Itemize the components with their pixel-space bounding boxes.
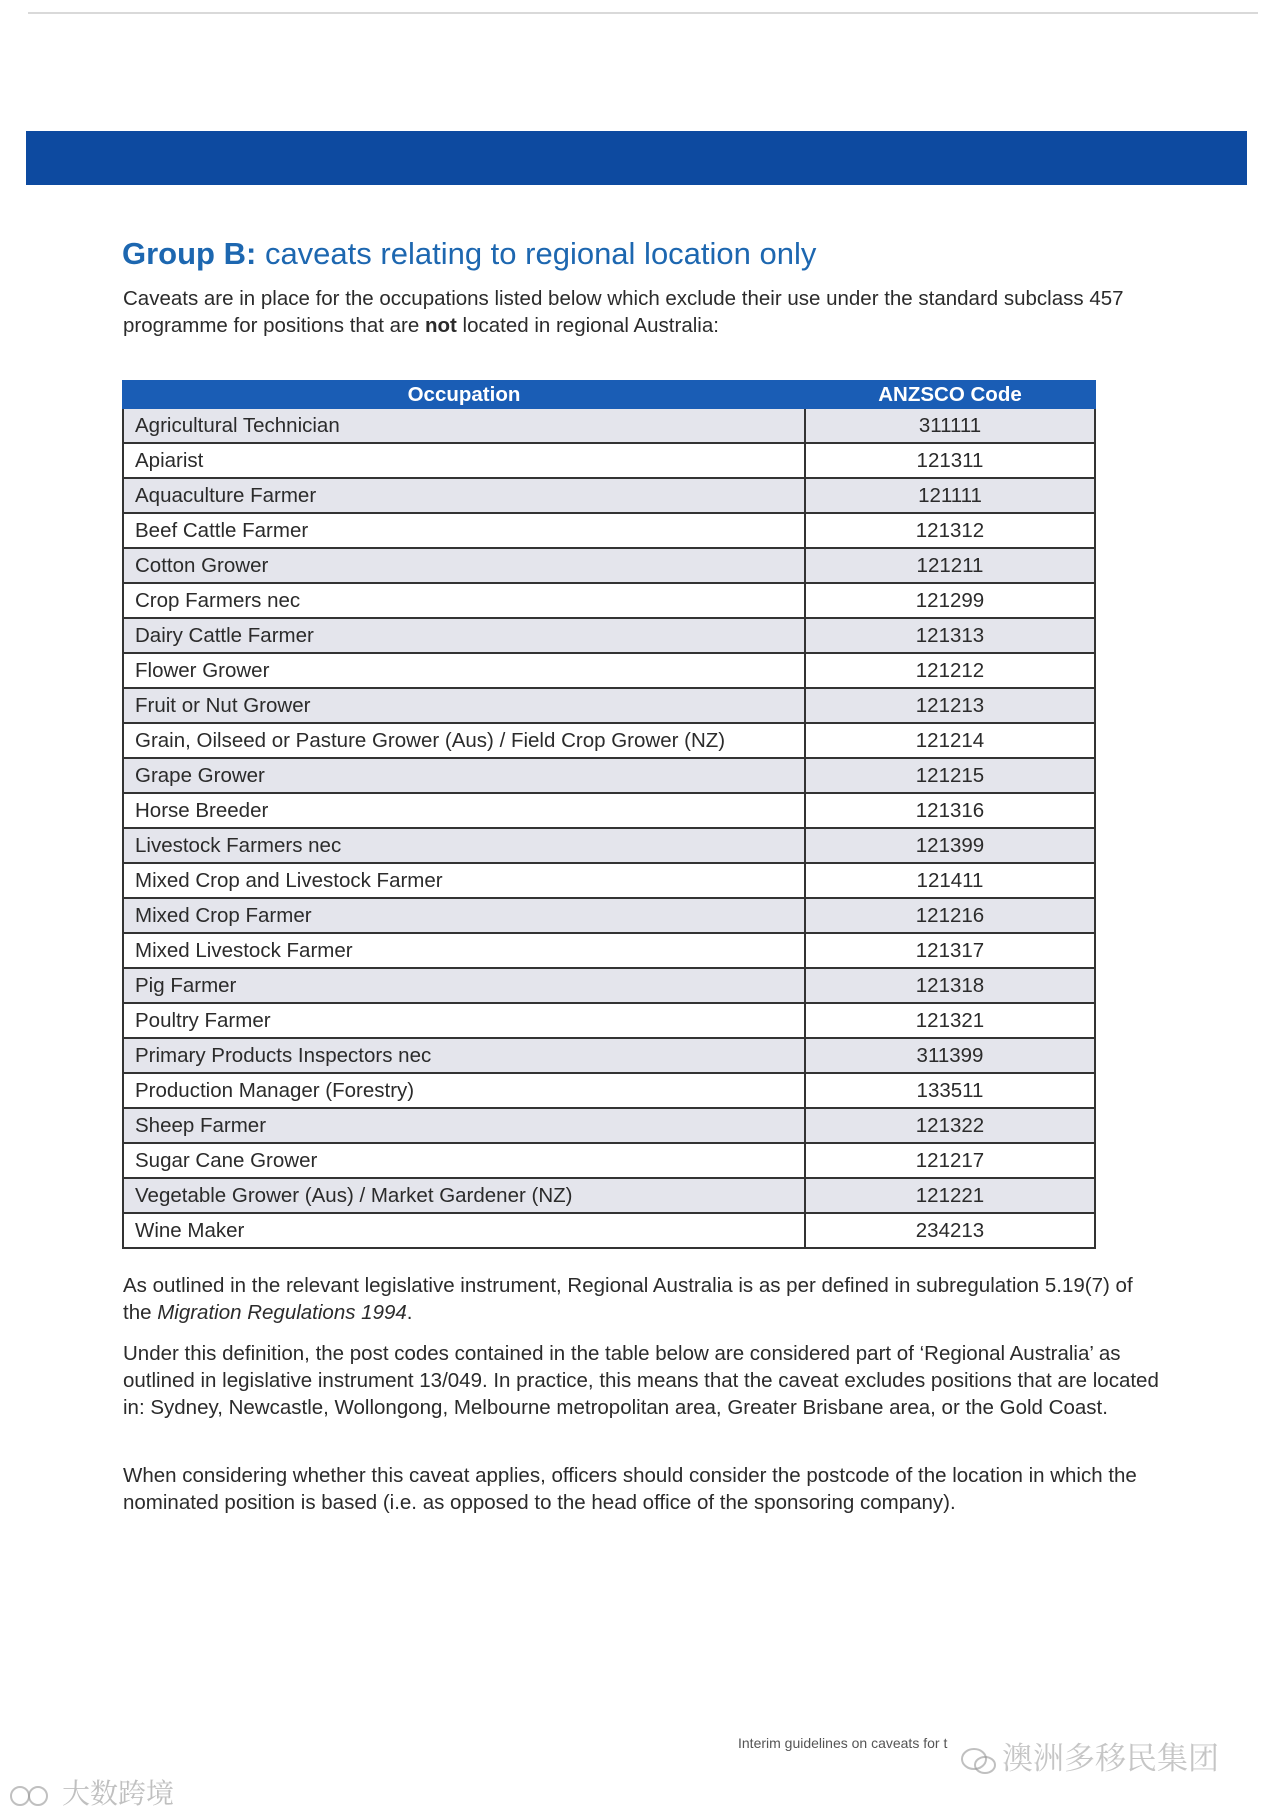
occupation-cell: Aquaculture Farmer [123,478,805,513]
footer-text: Interim guidelines on caveats for t [738,1735,948,1751]
brand-logo-icon [8,1782,58,1810]
intro-bold-word: not [424,314,457,337]
table-row [123,1073,1095,1108]
occupation-cell: Apiarist [123,443,805,478]
occupation-cell: Beef Cattle Farmer [123,513,805,548]
table-row [123,1213,1095,1248]
anzsco-code-cell: 133511 [805,1073,1095,1108]
occupation-cell: Dairy Cattle Farmer [123,618,805,653]
table-row [123,688,1095,723]
table-row [123,513,1095,548]
anzsco-code-cell: 121217 [805,1143,1095,1178]
anzsco-code-cell: 121411 [805,863,1095,898]
occupation-cell: Primary Products Inspectors nec [123,1038,805,1073]
table-row [123,583,1095,618]
anzsco-code-cell: 121111 [805,478,1095,513]
regional-text-end: . [406,1301,413,1324]
regional-paragraph [123,1272,1163,1326]
anzsco-code-cell: 121215 [805,758,1095,793]
regional-text-start: As outlined in the relevant legislative instrument, Regional Australia is as per defined in subregulation 5.19(7) of the [123,1274,1133,1324]
table-row [123,933,1095,968]
anzsco-code-cell: 234213 [805,1213,1095,1248]
anzsco-code-cell: 121399 [805,828,1095,863]
anzsco-code-cell: 121316 [805,793,1095,828]
table-row [123,898,1095,933]
occupation-cell: Agricultural Technician [123,408,805,443]
wechat-watermark [960,1733,1219,1778]
anzsco-code-cell: 121321 [805,1003,1095,1038]
top-rule [28,12,1258,14]
header-band [26,131,1247,185]
anzsco-code-cell: 121312 [805,513,1095,548]
table-row [123,1178,1095,1213]
anzsco-code-cell: 121221 [805,1178,1095,1213]
occupation-cell: Sheep Farmer [123,1108,805,1143]
table-row [123,1003,1095,1038]
brand-watermark [8,1772,174,1812]
table-row [123,968,1095,1003]
table-row [123,653,1095,688]
occupation-cell: Pig Farmer [123,968,805,1003]
intro-paragraph [123,285,1163,339]
occupation-cell: Wine Maker [123,1213,805,1248]
section-heading [122,236,816,272]
occupation-cell: Crop Farmers nec [123,583,805,618]
table-row [123,618,1095,653]
occupation-cell: Mixed Crop Farmer [123,898,805,933]
occupation-cell: Vegetable Grower (Aus) / Market Gardener (NZ) [123,1178,805,1213]
anzsco-code-cell: 121211 [805,548,1095,583]
table-row [123,443,1095,478]
occupation-cell: Mixed Crop and Livestock Farmer [123,863,805,898]
table-row [123,793,1095,828]
anzsco-code-cell: 121317 [805,933,1095,968]
table-row [123,1038,1095,1073]
occupation-cell: Cotton Grower [123,548,805,583]
anzsco-code-cell: 121318 [805,968,1095,1003]
table-row [123,828,1095,863]
table-row [123,548,1095,583]
table-row [123,1108,1095,1143]
occupation-cell: Sugar Cane Grower [123,1143,805,1178]
anzsco-code-cell: 121322 [805,1108,1095,1143]
occupation-cell: Livestock Farmers nec [123,828,805,863]
table-row [123,723,1095,758]
header-occupation: Occupation [123,381,805,408]
table-row [123,1143,1095,1178]
anzsco-code-cell: 311111 [805,408,1095,443]
occupation-cell: Grape Grower [123,758,805,793]
wechat-icon [960,1746,998,1776]
occupation-cell: Poultry Farmer [123,1003,805,1038]
header-anzsco-code: ANZSCO Code [805,381,1095,408]
anzsco-code-cell: 311399 [805,1038,1095,1073]
regulations-title: Migration Regulations 1994 [157,1301,407,1324]
anzsco-code-cell: 121299 [805,583,1095,618]
anzsco-code-cell: 121216 [805,898,1095,933]
occupation-cell: Mixed Livestock Farmer [123,933,805,968]
table-row [123,863,1095,898]
anzsco-code-cell: 121213 [805,688,1095,723]
intro-text-start: Caveats are in place for the occupations listed below which exclude their use under the standard subclass 457 programme for positions that are [123,287,1124,337]
table-row [123,758,1095,793]
occupation-cell: Production Manager (Forestry) [123,1073,805,1108]
anzsco-code-cell: 121212 [805,653,1095,688]
anzsco-code-cell: 121311 [805,443,1095,478]
table-body [123,408,1095,1248]
definition-paragraph: Under this definition, the post codes contained in the table below are considered part of ‘Regional Australia’ as outlined in legislative instrument 13/049. In practice, this means that the caveat excludes positions that are located in: Sydney, Newcastle, Wollongong, Melbourne metropolitan area, Greater Brisbane area, or the Gold Coast. [123,1342,1159,1419]
table-header-row [123,381,1095,408]
occupation-cell: Horse Breeder [123,793,805,828]
occupation-cell: Fruit or Nut Grower [123,688,805,723]
occupation-table [122,380,1096,1249]
heading-title: caveats relating to regional location only [264,236,817,271]
anzsco-code-cell: 121214 [805,723,1095,758]
group-label: Group B: [122,236,257,271]
table-row [123,408,1095,443]
intro-text-end: located in regional Australia: [456,314,719,337]
table-row [123,478,1095,513]
watermark-left-text: 大数跨境 [62,1778,175,1809]
watermark-right-text: 澳洲多移民集团 [1002,1741,1219,1776]
postcode-paragraph: When considering whether this caveat applies, officers should consider the postcode of the location in which the nominated position is based (i.e. as opposed to the head office of the sponsoring company). [123,1464,1137,1514]
occupation-cell: Grain, Oilseed or Pasture Grower (Aus) / Field Crop Grower (NZ) [123,723,805,758]
occupation-cell: Flower Grower [123,653,805,688]
anzsco-code-cell: 121313 [805,618,1095,653]
